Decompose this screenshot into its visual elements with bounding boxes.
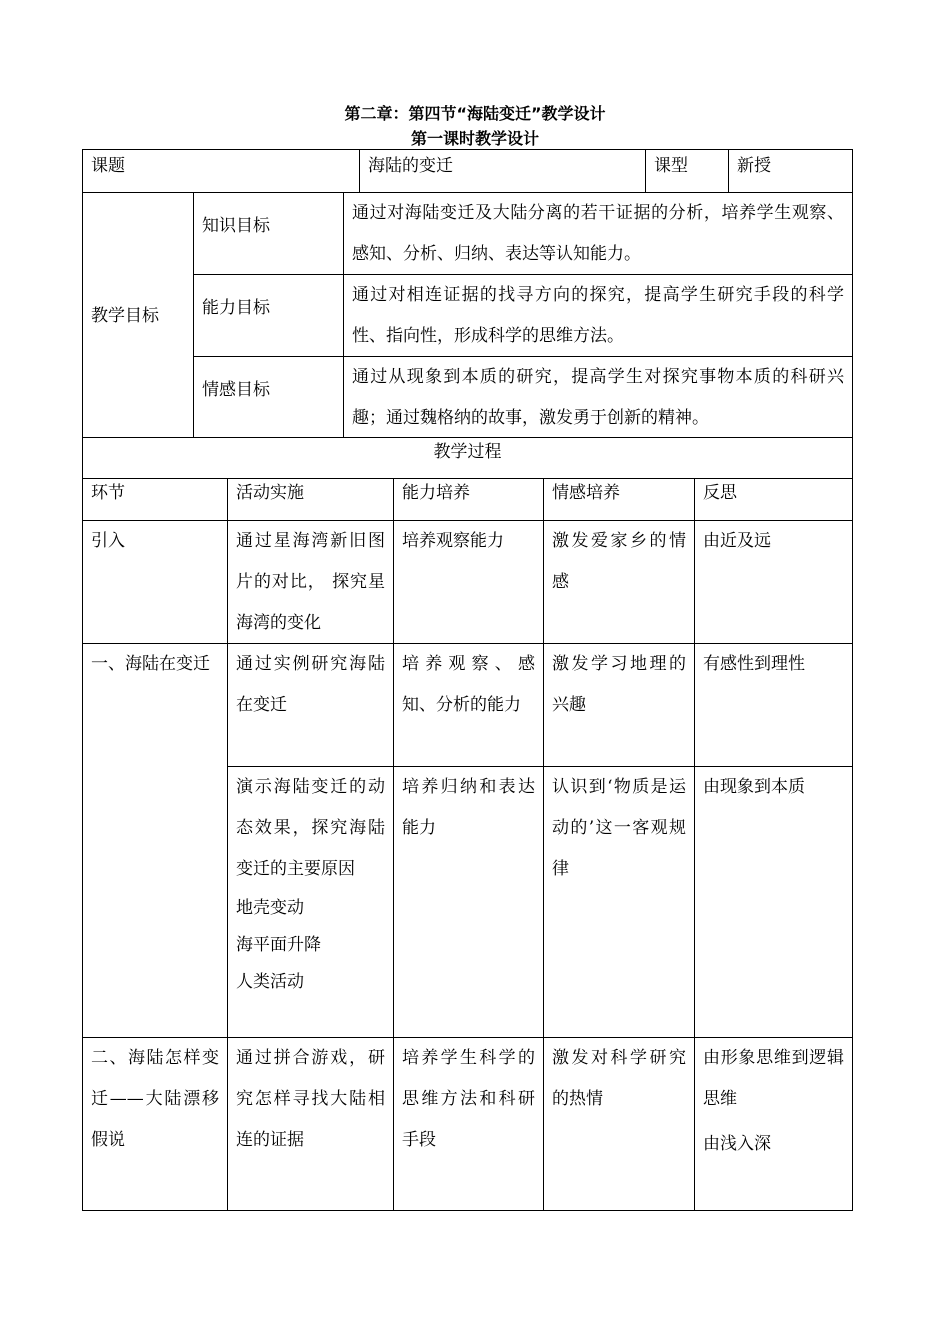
table-cell-reflection <box>694 1037 853 1211</box>
topic-label: 课题 <box>82 149 360 193</box>
goal-name-ability: 能力目标 <box>193 274 344 357</box>
type-value: 新授 <box>728 149 853 193</box>
process-title: 教学过程 <box>82 437 853 479</box>
reflection-extra: 由浅入深 <box>703 1134 771 1154</box>
table-cell-activity <box>227 766 394 1038</box>
goal-name-emotion: 情感目标 <box>193 356 344 438</box>
topic-value: 海陆的变迁 <box>359 149 646 193</box>
column-header-activity: 活动实施 <box>227 478 394 521</box>
cause-item: 海平面升降 <box>236 935 321 955</box>
document-title: 第二章：第四节“海陆变迁”教学设计 <box>344 104 606 123</box>
goals-label: 教学目标 <box>82 192 194 438</box>
table-cell-activity: 通过拼合游戏，研究怎样寻找大陆相连的证据 <box>227 1037 394 1211</box>
table-cell-stage: 引入 <box>82 520 228 644</box>
cause-item: 地壳变动 <box>236 898 304 918</box>
table-cell-activity: 通过星海湾新旧图片的对比， 探究星海湾的变化 <box>227 520 394 644</box>
document-subtitle: 第一课时教学设计 <box>410 129 539 148</box>
table-cell-ability: 培养观察、感知、分析的能力 <box>393 643 544 767</box>
activity-text: 演示海陆变迁的动态效果，探究海陆变迁的主要原因 <box>236 777 385 879</box>
column-header-ability: 能力培养 <box>393 478 544 521</box>
table-cell-reflection: 由现象到本质 <box>694 766 853 1038</box>
table-cell-activity: 通过实例研究海陆在变迁 <box>227 643 394 767</box>
table-cell-stage: 二、海陆怎样变迁——大陆漂移假说 <box>82 1037 228 1211</box>
table-cell-reflection: 由近及远 <box>694 520 853 644</box>
table-cell-emotion: 激发对科学研究的热情 <box>543 1037 695 1211</box>
table-cell-ability: 培养归纳和表达能力 <box>393 766 544 1038</box>
table-cell-stage: 一、海陆在变迁 <box>82 643 228 1038</box>
column-header-reflection: 反思 <box>694 478 853 521</box>
goal-text-ability: 通过对相连证据的找寻方向的探究，提高学生研究手段的科学性、指向性，形成科学的思维方法。 <box>343 274 853 357</box>
column-header-emotion: 情感培养 <box>543 478 695 521</box>
type-label: 课型 <box>645 149 729 193</box>
column-header-stage: 环节 <box>82 478 228 521</box>
goal-text-emotion: 通过从现象到本质的研究，提高学生对探究事物本质的科研兴趣；通过魏格纳的故事，激发勇于创新的精神。 <box>343 356 853 438</box>
goal-text-knowledge: 通过对海陆变迁及大陆分离的若干证据的分析，培养学生观察、感知、分析、归纳、表达等认知能力。 <box>343 192 853 275</box>
table-cell-emotion: 认识到‘物质是运动的’这一客观规律 <box>543 766 695 1038</box>
table-cell-ability: 培养观察能力 <box>393 520 544 644</box>
cause-item: 人类活动 <box>236 972 304 992</box>
table-cell-emotion: 激发学习地理的兴趣 <box>543 643 695 767</box>
goal-name-knowledge: 知识目标 <box>193 192 344 275</box>
reflection-text: 由形象思维到逻辑思维 <box>703 1048 844 1109</box>
table-cell-ability: 培养学生科学的思维方法和科研手段 <box>393 1037 544 1211</box>
table-cell-emotion: 激发爱家乡的情感 <box>543 520 695 644</box>
table-cell-reflection: 有感性到理性 <box>694 643 853 767</box>
